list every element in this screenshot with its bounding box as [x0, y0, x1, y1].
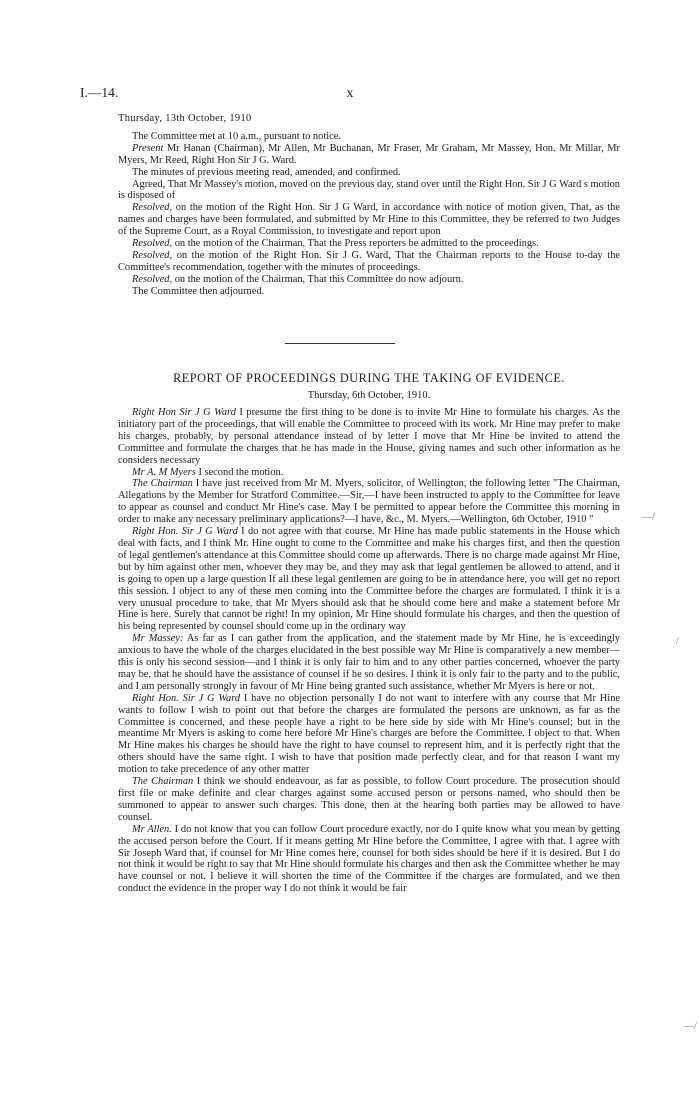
evidence-date: Thursday, 6th October, 1910.: [307, 390, 431, 401]
margin-mark: —/: [684, 1021, 697, 1032]
speaker-label: The Chairman: [132, 776, 194, 788]
speaker-label: Resolved,: [132, 273, 173, 285]
speaker-label: Mr Massey:: [132, 633, 184, 645]
paragraph: [118, 238, 620, 250]
paragraph: [118, 179, 620, 203]
paragraph-text: Agreed, That Mr Massey's motion, moved on the previous day, stand over until the Right Hon. Sir J G Ward s motion is disposed of: [118, 178, 620, 202]
speaker-label: Right Hon. Sir J G Ward: [132, 526, 238, 538]
paragraph-text: I have just received from Mr M. Myers, solicitor, of Wellington, the following letter "The Chairman, Allegations by the Member for Stratford Committee.—Sir,—I have been instructed to apply to the Committee for leave to appear as counsel and conduct Mr Hine's case. May I be permitted to appear before the Committee this morning in order to make any necessary preliminary applications?—I have, &c., M. Myers.—Wellington, 6th October, 1910 ": [118, 478, 620, 526]
section-divider: [285, 343, 395, 344]
paragraph: [118, 824, 620, 895]
paragraph-text: I think we should endeavour, as far as possible, to follow Court procedure. The prosecution should first file or make definite and clear charges against some accused person or persons named, who should then be summoned to appear to answer such charges. This done, then at the hearing both parties may be allowed to have counsel.: [118, 776, 620, 823]
paragraph: [118, 526, 620, 633]
minutes-section: [118, 113, 620, 298]
speaker-label: Mr A. M Myers: [132, 466, 196, 478]
paragraph: [118, 776, 620, 824]
paragraph-text: I do not know that you can follow Court procedure exactly, nor do I quite know what you mean by getting the accused person before the Court. If it means getting Mr Hine before the Committee, I agree with that. I agree with Sir Joseph Ward that, if counsel for Mr Hine comes here, counsel for both sides should be here if it is desired. But I do not think it would be right to say that Mr Hine should formulate his charges and then ask the Committee whether he may have counsel or not. I believe it will shorten the time of the Committee if the charges are formulated, and we then conduct the evidence in the proper way I do not think it would be fair: [118, 823, 621, 895]
paragraph: [118, 286, 620, 298]
paragraph-text: The Committee met at 10 a.m., pursuant to notice.: [132, 130, 341, 142]
paragraph-text: I second the motion.: [195, 466, 284, 478]
speaker-label: The Chairman: [132, 478, 193, 490]
paragraph-text: on the motion of the Chairman, That this Committee do now adjourn.: [172, 273, 464, 285]
paragraph: [118, 131, 620, 143]
speaker-label: Right Hon. Sir J G Ward: [132, 692, 241, 704]
paragraph-text: on the motion of the Right Hon. Sir J G Ward, in accordance with notice of motion given, That, as the names and charges have been formulated, and submitted by Mr Hine to this Committee, they be referred to two Judges of the Supreme Court, as a Royal Commission, to investigate and report upon: [118, 202, 620, 238]
paragraph-text: on the motion of the Right Hon. Sir J G. Ward, That the Chairman reports to the House to-day the Committee's recommendation, together with the minutes of proceedings.: [118, 249, 620, 273]
margin-mark: /: [676, 636, 679, 647]
paragraph: [118, 478, 620, 526]
paragraph-text: The Committee then adjourned.: [132, 285, 265, 297]
page-number: x: [346, 85, 354, 100]
paragraph-text: I have no objection personally I do not want to interfere with any course that Mr Hine wants to follow I wish to point out that before the charges are formulated the persons are unknown, as far as the Committee is concerned, and these people have a right to be here side by side with Mr Hine's counsel; but in the meantime Mr Myers is asking to come here before Mr Hine's charges are before the Committee. I object to that. When Mr Hine makes his charges he should have the right to have counsel to represent him, and it is perfectly right that the others should have the same right. I wish to have that position made perfectly clear, and for that reason I want my motion to take precedence of any other matter: [118, 692, 620, 776]
speaker-label: Resolved,: [132, 238, 173, 250]
paragraph-text: Mr Hanan (Chairman), Mr Allen, Mr Buchanan, Mr Fraser, Mr Graham, Mr Massey, Hon. Mr Millar, Mr Myers, Mr Reed, Right Hon Sir J G. Ward.: [118, 142, 620, 166]
meeting-date: Thursday, 13th October, 1910: [118, 113, 252, 124]
report-title: REPORT OF PROCEEDINGS DURING THE TAKING OF EVIDENCE.: [173, 371, 565, 385]
evidence-section: [118, 407, 620, 895]
paragraph-text: As far as I can gather from the application, and the statement made by Mr Hine, he is exceedingly anxious to have the whole of the charges elucidated in the best possible way Mr Hine is comparatively a new member—this is only his second session—and I think it is only fair to him and to any other parties concerned, whoever the party may be, that he should have the assistance of counsel if he so desires. I think it is only fair to the party and to the public, and I am personally strongly in favour of Mr Hine being granted such assistance, whether Mr Myers is here or not.: [118, 633, 620, 692]
speaker-label: Resolved,: [132, 202, 173, 214]
speaker-label: Right Hon Sir J G Ward: [132, 407, 236, 418]
page-header: [80, 85, 620, 105]
document-reference: I.—14.: [80, 85, 119, 100]
paragraph: [118, 250, 620, 274]
paragraph-text: I do not agree with that course. Mr Hine has made public statements in the House which deal with facts, and I think Mr. Hine ought to come to the Committee and make his charges first, and then the question of legal gentlemen's attendance at this Committee should come up afterwards. There is no charge made against Mr Hine, but by him against other men, whoever they may be, and they may ask that legal gentlemen be allowed to attend, and it is going to open up a large question If all these legal gentlemen are going to be in attendance here, you will get no report this session. I object to any of these men coming into the Committee before the charges are formulated. I think it is a very unusual procedure to take, that Mr Myers should ask that he should come here and make a statement before Mr Hine is here. Surely that cannot be right! In my opinion, Mr Hine should formulate his charges, and then the question of his being represented by counsel should come up in the ordinary way: [118, 526, 621, 633]
paragraph: [118, 167, 620, 179]
paragraph: [118, 202, 620, 238]
speaker-label: Resolved,: [132, 249, 173, 261]
paragraph: [118, 633, 620, 693]
paragraph: [118, 693, 620, 776]
paragraph: [118, 274, 620, 286]
paragraph-text: on the motion of the Chairman, That the Press reporters be admitted to the proceedings.: [172, 238, 539, 250]
speaker-label: Mr Allen.: [132, 823, 172, 835]
paragraph-text: The minutes of previous meeting read, amended, and confirmed.: [132, 166, 401, 178]
margin-mark: —/: [642, 512, 655, 523]
paragraph: [118, 143, 620, 167]
speaker-label: Present: [132, 142, 164, 154]
paragraph: [118, 467, 620, 479]
paragraph-text: I presume the first thing to be done is to invite Mr Hine to formulate his charges. As the initiatory part of the proceedings, that will enable the Committee to proceed with its work. Mr Hine may prefer to make his charges, probably, by personal attendance instead of by letter I move that Mr Hine be invited to attend the Committee and formulate the charges that he has made in the House, giving names and such other information as he considers necessary: [118, 407, 621, 466]
paragraph: [118, 407, 620, 467]
